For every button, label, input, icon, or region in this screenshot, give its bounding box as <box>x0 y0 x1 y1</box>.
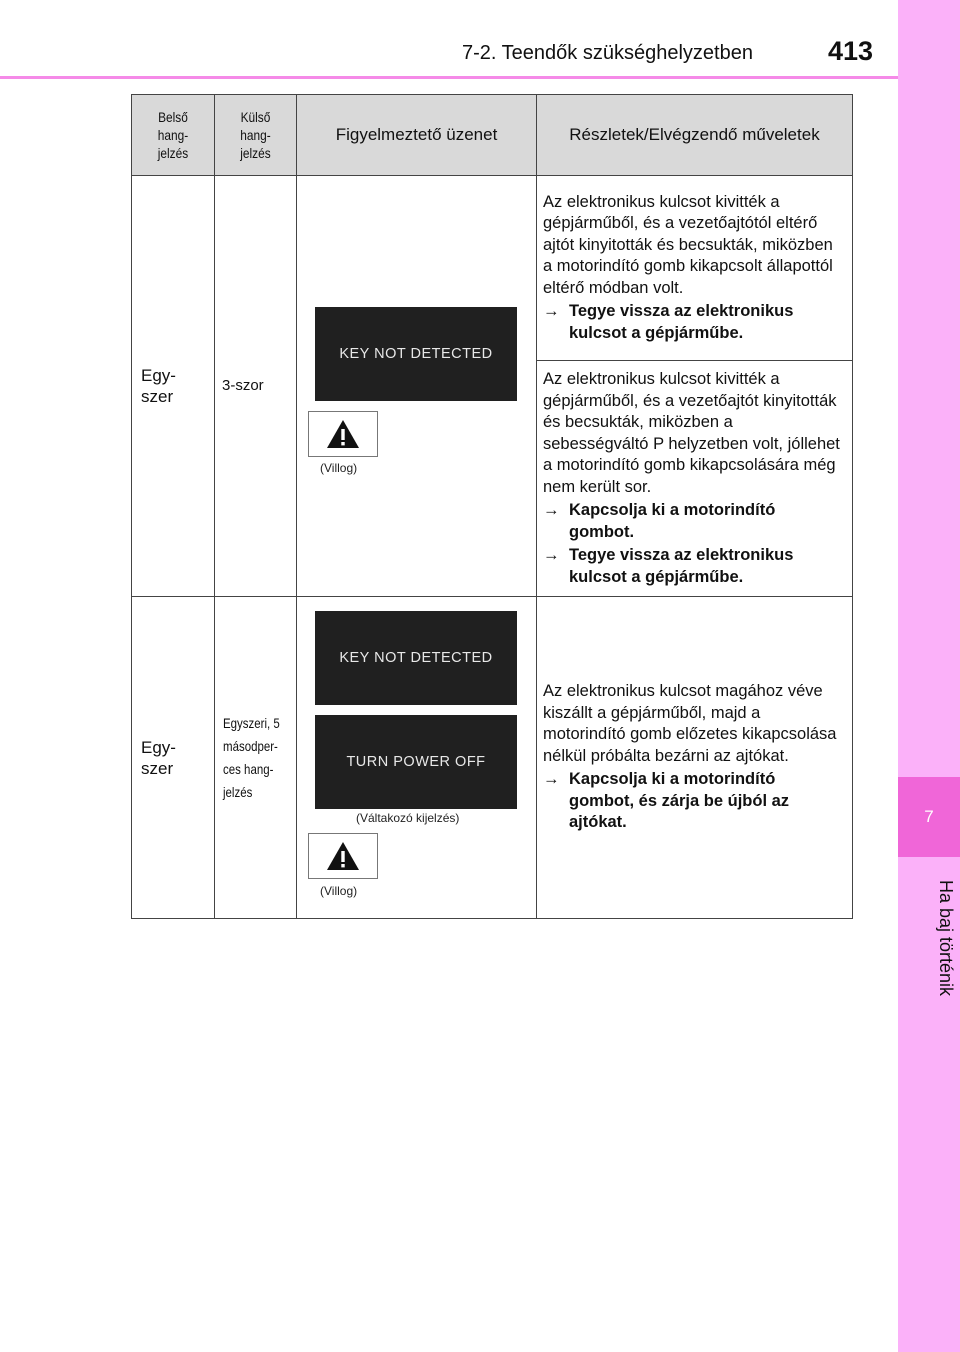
row1-internal-line: Egy- <box>141 366 176 385</box>
header-internal-line: jelzés <box>157 145 189 161</box>
header-external-buzzer <box>215 95 297 176</box>
action-step-text: Tegye vissza az elektronikus kulcsot a gépjárműbe. <box>569 546 794 586</box>
header-internal-line: hang- <box>157 127 189 143</box>
arrow-icon: → <box>543 501 560 519</box>
arrow-icon: → <box>543 546 560 564</box>
row1-internal-line: szer <box>141 387 174 406</box>
row2-external <box>215 597 297 919</box>
row1-display <box>297 176 537 597</box>
header-external-line: hang- <box>240 127 271 143</box>
action-step <box>543 545 842 588</box>
table-row <box>132 597 853 919</box>
action-step-text: Kapcsolja ki a motorindító gombot, és zárja be újból az ajtókat. <box>569 770 790 832</box>
row1-external: 3-szor <box>215 176 297 597</box>
row1-case-b-details <box>537 361 853 597</box>
warning-message-table <box>131 94 853 919</box>
row1-case-a-details <box>537 176 853 361</box>
display-screen: KEY NOT DETECTED <box>315 611 517 705</box>
section-title: 7-2. Teendők szükséghelyzetben <box>462 42 753 64</box>
details-text: Az elektronikus kulcsot kivitték a gépjárműből, és a vezetőajtót kinyitották és becsukták, miközben a sebességváltó P helyzetben volt, jóllehet a motorindító gomb kikapcsolására még nem került sor. <box>543 370 840 496</box>
warning-caption: (Villog) <box>320 884 358 898</box>
chapter-number-tab: 7 <box>898 777 960 857</box>
warning-triangle-icon <box>308 833 378 879</box>
action-step-text: Kapcsolja ki a motorindító gombot. <box>569 501 776 541</box>
header-internal-buzzer <box>132 95 215 176</box>
header-warning-message: Figyelmeztető üzenet <box>297 95 537 176</box>
warning-triangle-icon <box>308 411 378 457</box>
row2-display <box>297 597 537 919</box>
side-tab-bar <box>898 0 960 1352</box>
details-text: Az elektronikus kulcsot magához véve kiszállt a gépjárműből, majd a motorindító gomb előzetes kikapcsolása nélkül próbálta bezárni az ajtókat. <box>543 682 837 765</box>
header-external-line: Külső <box>240 109 271 125</box>
chapter-label: Ha baj történik <box>936 879 956 997</box>
row2-external-line: Egyszeri, 5 <box>223 714 280 731</box>
details-text: Az elektronikus kulcsot kivitték a gépjárműből, és a vezetőajtótól eltérő ajtót kinyitották és becsukták, miközben a motorindító gomb kikapcsolt állapottól eltérő módban volt. <box>543 192 833 297</box>
arrow-icon: → <box>543 302 560 321</box>
header-details: Részletek/Elvégzendő műveletek <box>537 95 853 176</box>
row2-external-line: másodper- <box>223 737 278 754</box>
action-step <box>543 500 842 543</box>
page-number: 413 <box>828 36 874 66</box>
display-screen: TURN POWER OFF <box>315 715 517 809</box>
row2-details <box>537 597 853 919</box>
row2-external-line: ces hang- <box>223 760 274 777</box>
row2-internal-line: szer <box>141 758 174 778</box>
display-screen: KEY NOT DETECTED <box>315 307 517 401</box>
arrow-icon: → <box>543 770 560 789</box>
warning-caption: (Villog) <box>320 461 358 475</box>
header-external-line: jelzés <box>240 145 271 161</box>
action-step-text: Tegye vissza az elektronikus kulcsot a gépjárműbe. <box>569 302 794 342</box>
table-row <box>132 176 853 361</box>
row2-internal <box>132 597 215 919</box>
action-step <box>543 769 842 834</box>
action-step <box>543 301 842 344</box>
screens-caption: (Váltakozó kijelzés) <box>356 811 460 825</box>
row1-internal <box>132 176 215 597</box>
table-header-row <box>132 95 853 176</box>
header-divider <box>0 76 898 79</box>
header-internal-line: Belső <box>158 109 188 125</box>
row2-external-line: jelzés <box>223 783 253 800</box>
row2-internal-line: Egy- <box>141 737 176 757</box>
